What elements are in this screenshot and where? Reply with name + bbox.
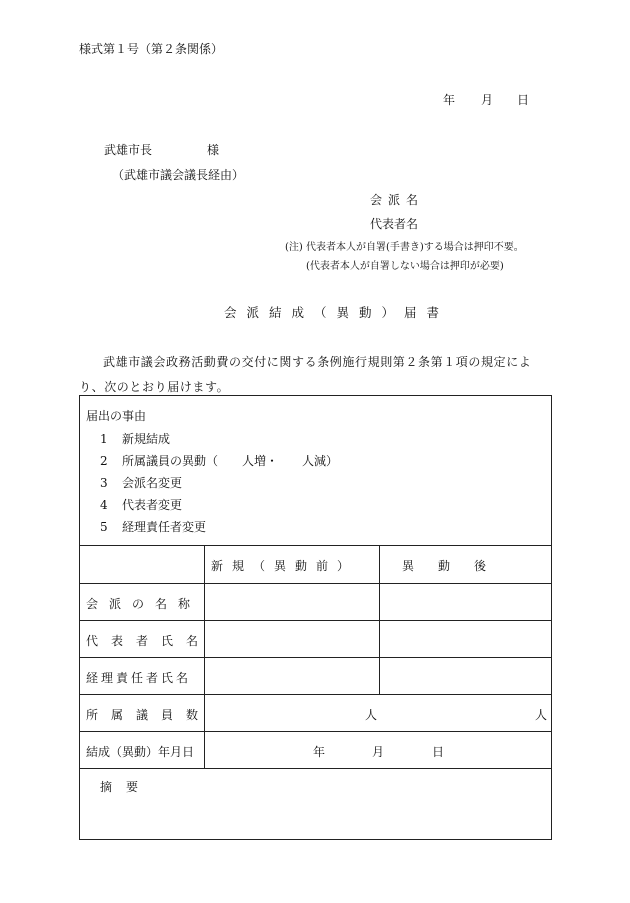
date-year: 年 — [443, 93, 456, 107]
row-label-representative: 代表者氏名 — [86, 634, 212, 648]
row-divider — [80, 768, 551, 769]
formation-date-month: 月 — [372, 745, 385, 759]
header-before-change: 新規（異動前） — [211, 559, 359, 573]
reason-label: 新規結成 — [122, 432, 171, 446]
reason-number: 5 — [100, 520, 108, 534]
addressee-honorific: 様 — [207, 143, 220, 157]
body-text: 武雄市議会政務活動費の交付に関する条例施行規則第２条第１項の規定により、次のとおり届けます。 — [79, 355, 532, 394]
document-title: 会派結成（異動）届書 — [224, 305, 450, 320]
header-after-change: 異 動 後 — [402, 559, 487, 573]
reason-item-new — [100, 430, 170, 447]
date-day: 日 — [517, 93, 530, 107]
date-month: 月 — [481, 93, 494, 107]
row-label-faction-name: 会派の名称 — [86, 597, 202, 611]
row-divider — [80, 620, 551, 621]
reason-item-member-change — [100, 452, 338, 469]
notification-form-table — [79, 395, 552, 840]
form-number: 様式第１号（第２条関係） — [79, 42, 224, 56]
reason-item-accountant-change — [100, 518, 206, 535]
reasons-title: 届出の事由 — [86, 409, 147, 423]
row-label-member-count: 所属議員数 — [86, 708, 212, 722]
reason-item-name-change — [100, 474, 182, 491]
row-label-formation-date: 結成（異動）年月日 — [86, 745, 195, 759]
representative-name-label: 代表者名 — [370, 217, 419, 231]
addressee-via: （武雄市議会議長経由） — [112, 168, 245, 182]
reasons-section — [80, 396, 551, 546]
formation-date-year: 年 — [313, 745, 326, 759]
signature-note: (注) 代表者本人が自署(手書き)する場合は押印不要。 — [285, 242, 524, 253]
reason-number: 4 — [100, 498, 108, 512]
reason-number: 2 — [100, 454, 108, 468]
reason-label: 代表者変更 — [122, 498, 183, 512]
reason-item-representative-change — [100, 496, 182, 513]
row-divider — [80, 731, 551, 732]
formation-date-day: 日 — [432, 745, 445, 759]
remarks-label: 摘要 — [100, 780, 153, 794]
member-count-unit-before: 人 — [365, 708, 378, 722]
seal-note: (代表者本人が自署しない場合は押印が必要) — [306, 261, 504, 272]
row-label-accountant: 経理責任者氏名 — [86, 671, 192, 685]
reason-label: 会派名変更 — [122, 476, 183, 490]
reason-label: 経理責任者変更 — [122, 520, 207, 534]
member-count-unit-after: 人 — [535, 708, 548, 722]
submission-date — [443, 91, 529, 108]
reason-number: 3 — [100, 476, 108, 490]
reason-number: 1 — [100, 432, 108, 446]
reason-label: 所属議員の異動（ 人増・ 人減） — [122, 454, 339, 468]
faction-name-label: 会派名 — [370, 193, 425, 207]
row-divider — [80, 657, 551, 658]
row-divider — [80, 694, 551, 695]
row-divider — [80, 583, 551, 584]
addressee-name: 武雄市長 — [104, 143, 153, 157]
addressee — [104, 141, 219, 158]
